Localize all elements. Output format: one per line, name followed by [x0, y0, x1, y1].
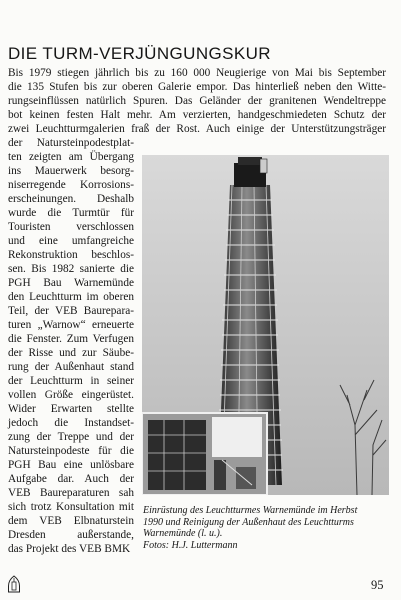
text-line: Rekonstruktion beschlos- — [8, 249, 134, 261]
section-heading: DIE TURM-VERJÜNGUNGSKUR — [8, 44, 271, 63]
text-line: Aufgabe dar. Auch der — [8, 473, 134, 485]
caption-line: Einrüstung des Leuchtturmes Warnemünde im Herbst — [143, 505, 358, 516]
facade-cleaning-inset-photo — [142, 413, 267, 495]
text-line: niserregende Korrosions- — [8, 179, 134, 191]
text-line: zwei Leuchtturmgalerien fraß der Rost. Auch einige der Unterstützungsträger — [8, 123, 386, 135]
text-line: ten zeigten am Übergang — [8, 151, 134, 163]
scaffolded-lighthouse-photo — [142, 155, 389, 495]
photo-caption — [143, 505, 391, 552]
text-line: PGH Bau eine unlösbare — [8, 459, 134, 471]
text-line: rungseinflüssen natürlich Spuren. Das Geländer der granitenen Wendeltreppe — [8, 95, 386, 107]
text-line: erscheinungen. Deshalb — [8, 193, 134, 205]
text-line: das Projekt des VEB BMK — [8, 543, 131, 555]
text-line: PGH Bau Warnemünde — [8, 277, 134, 289]
text-line: dem VEB Elbnaturstein — [8, 515, 134, 527]
text-line: der Risse und zur Säube- — [8, 347, 134, 359]
text-line: und eine umfangreiche — [8, 235, 134, 247]
caption-line: 1990 und Reinigung der Außenhaut des Leuchtturms — [143, 516, 354, 528]
text-line: der Leuchtturm in seiner — [8, 375, 134, 387]
text-line: sich trotz Konsultation mit — [8, 501, 134, 513]
text-line: die Fenster. Zum Verfugen — [8, 333, 134, 345]
text-line: turen „Warnow“ erneuerte — [8, 319, 134, 331]
text-line: der Natursteinpodestplat- — [8, 137, 134, 149]
text-line: die 135 Stufen bis zur oberen Galerie empor. Das hinterließ neben den Witte- — [8, 81, 386, 93]
text-line: rung der Außenhaut stand — [8, 361, 134, 373]
text-line: Dresden außerstande, — [8, 529, 134, 541]
text-line: den Leuchtturm im oberen — [8, 291, 134, 303]
text-line: zung der Treppe und der — [8, 431, 134, 443]
lighthouse-photo-graphic — [142, 155, 389, 495]
text-line: Wider Erwarten stellte — [8, 403, 134, 415]
page-number: 95 — [371, 578, 384, 592]
text-line: vollen Größe eingerüstet. — [8, 389, 134, 401]
caption-line: Fotos: H.J. Luttermann — [143, 540, 238, 552]
text-line: wurde die Turmtür für — [8, 207, 134, 219]
caption-line: Warnemünde (l. u.). — [143, 528, 223, 540]
text-line: ins Mauerwerk besorg- — [8, 165, 134, 177]
text-line: VEB Baureparaturen sah — [8, 487, 134, 499]
text-line: Bis 1979 stiegen jährlich bis zu 160 000 Neugierige von Mai bis September — [8, 67, 386, 79]
text-line: sen. Bis 1982 sanierte die — [8, 263, 134, 275]
text-line: Touristen verschlossen — [8, 221, 134, 233]
text-line: Natursteinpodeste für die — [8, 445, 134, 457]
text-line: jedoch die Instandset- — [8, 417, 134, 429]
text-line: bot keinen festen Halt mehr. Am verzierten, handgeschmiedeten Schutz der — [8, 109, 386, 121]
text-line: Teil, der VEB Baurepara- — [8, 305, 134, 317]
publisher-logo-icon — [7, 575, 21, 593]
